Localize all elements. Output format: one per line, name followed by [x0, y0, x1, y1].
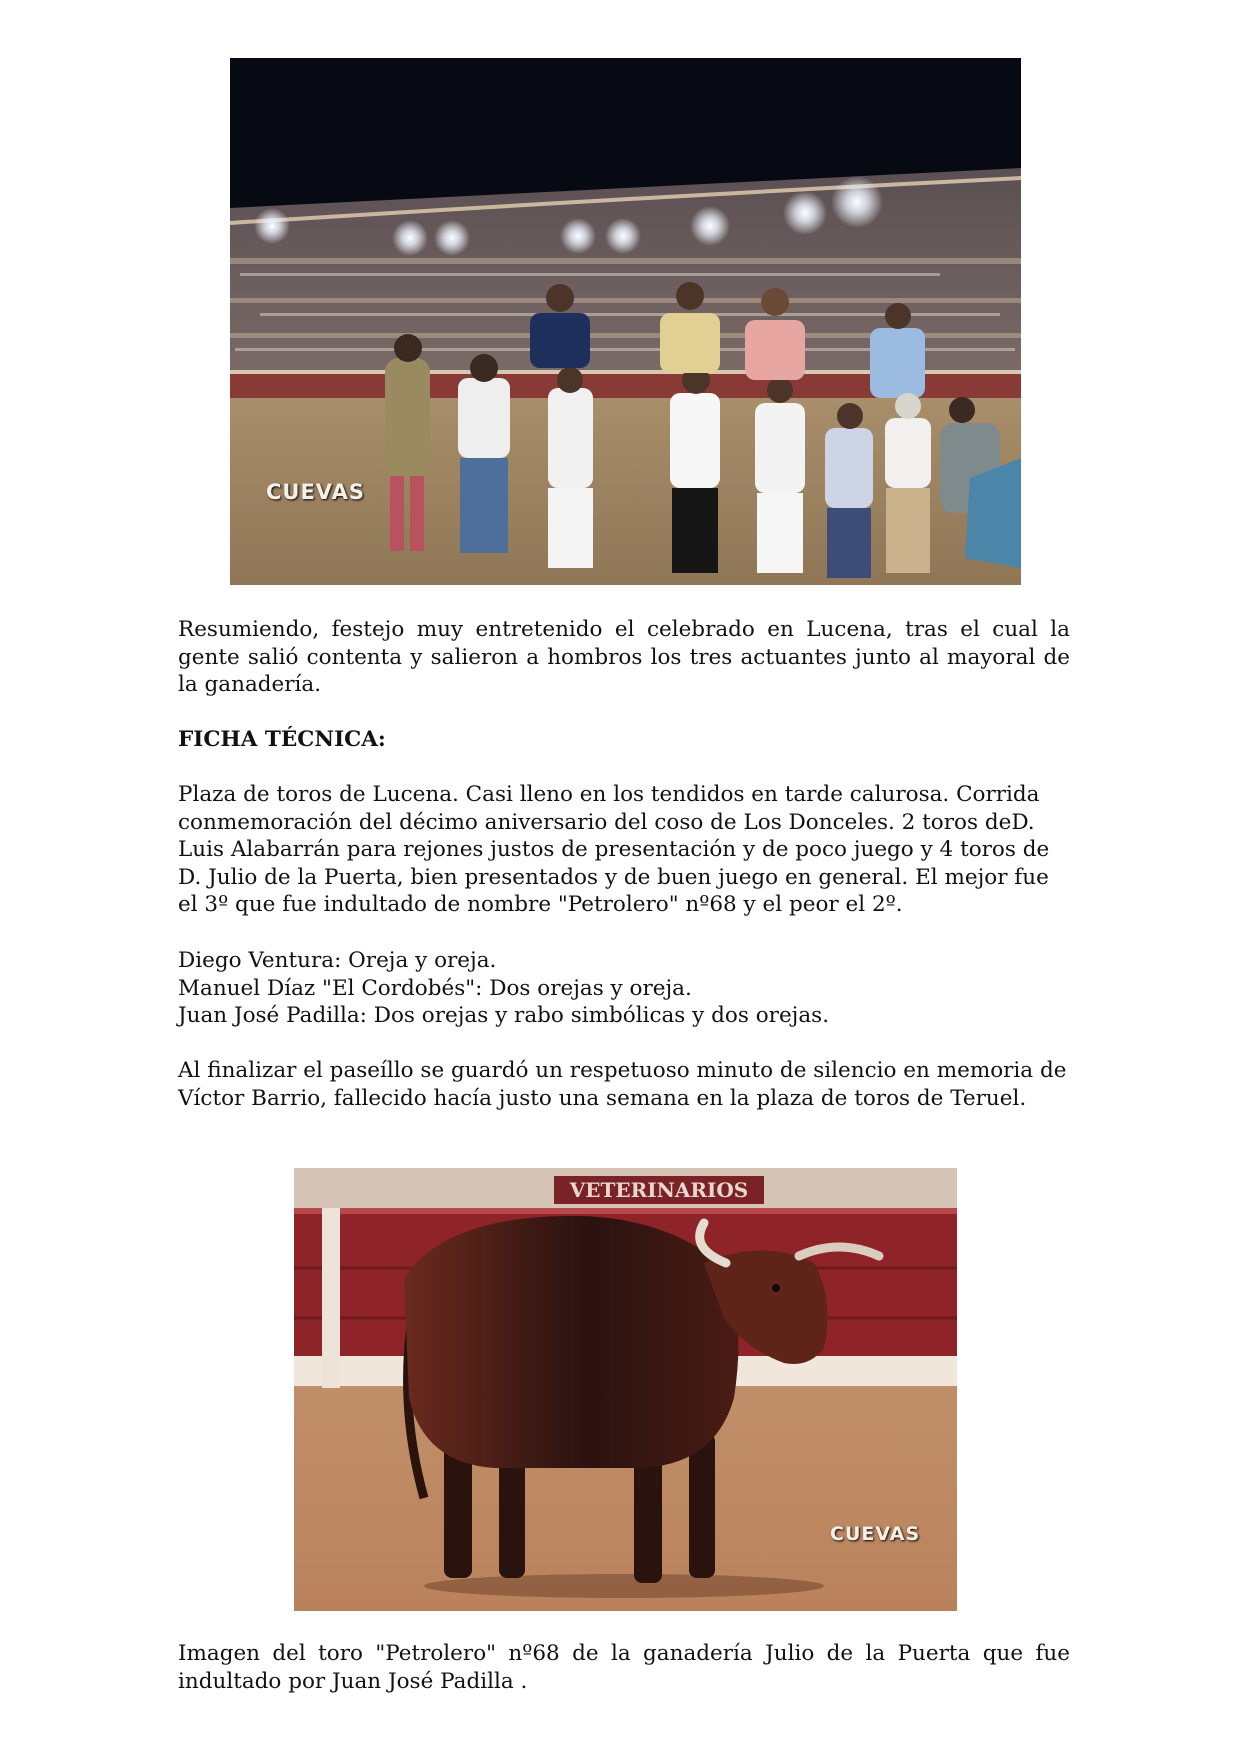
bull-photo-caption: Imagen del toro "Petrolero" nº68 de la ganadería Julio de la Puerta que fue indultado por Juan José Padilla . [178, 1641, 1070, 1694]
technical-details-paragraph: Plaza de toros de Lucena. Casi lleno en los tendidos en tarde calurosa. Corrida conmemoración del décimo aniversario del coso de Los Donceles. 2 toros deD. Luis Alabarrán para rejones justos de presentación y de poco juego y 4 toros de D. Julio de la Puerta, bien presentados y de buen juego en general. El mejor fue el 3º que fue indultado de nombre "Petrolero" nº68 y el peor el 2º. [178, 782, 1050, 917]
summary-paragraph: Resumiendo, festejo muy entretenido el celebrado en Lucena, tras el cual la gente salió contenta y salieron a hombros los tres actuantes junto al mayoral de la ganadería. [178, 617, 1070, 697]
photo-watermark: CUEVAS [266, 480, 366, 504]
result-line: Juan José Padilla: Dos orejas y rabo simbólicas y dos orejas. [178, 1003, 830, 1028]
result-line: Manuel Díaz "El Cordobés": Dos orejas y oreja. [178, 975, 692, 1001]
bullfighter-results-list [178, 947, 1070, 1030]
barrier-banner-text: VETERINARIOS [569, 1178, 749, 1202]
bull-photo [294, 1168, 957, 1611]
technical-sheet-heading: FICHA TÉCNICA: [178, 727, 386, 752]
arena-photo-illustration [230, 58, 1021, 585]
arena-photo [230, 58, 1021, 585]
photo-watermark: CUEVAS [830, 1523, 921, 1545]
memorial-paragraph: Al finalizar el paseíllo se guardó un respetuoso minuto de silencio en memoria de Víctor Barrio, fallecido hacía justo una semana en la plaza de toros de Teruel. [178, 1058, 1067, 1111]
result-line: Diego Ventura: Oreja y oreja. [178, 948, 497, 973]
